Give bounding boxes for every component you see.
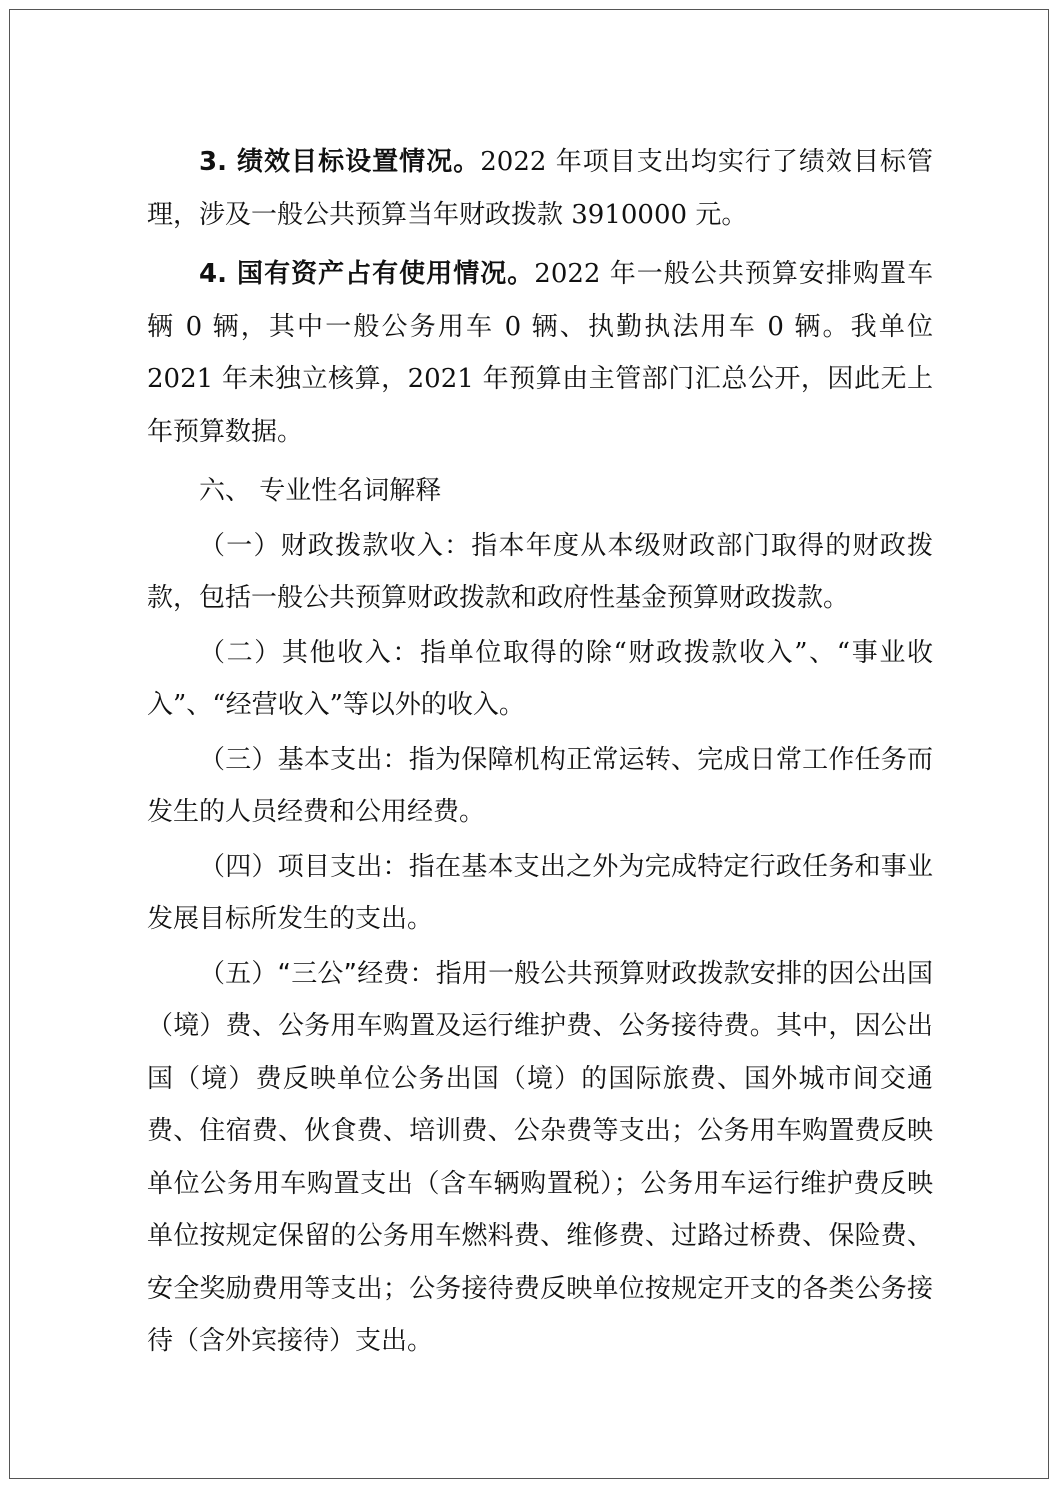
term-label: （一）财政拨款收入：	[199, 530, 472, 561]
paragraph-heading: 3. 绩效目标设置情况。	[199, 147, 481, 177]
term-basic-expenditure	[147, 734, 933, 839]
term-definition: 指用一般公共预算财政拨款安排的因公出国（境）费、公务用车购置及运行维护费、公务接待费。其中，因公出国（境）费反映单位公务出国（境）的国际旅费、国外城市间交通费、住宿费、伙食费、培训费、公杂费等支出；公务用车购置费反映单位公务用车购置支出（含车辆购置税）；公务用车运行维护费反映单位按规定保留的公务用车燃料费、维修费、过路过桥费、保险费、安全奖励费用等支出；公务接待费反映单位按规定开支的各类公务接待（含外宾接待）支出。	[147, 958, 933, 1356]
term-three-public-expenses	[147, 948, 933, 1368]
document-page	[9, 9, 1049, 1479]
document-body	[147, 136, 933, 1368]
term-fiscal-appropriation-income	[147, 520, 933, 625]
term-label: （五）“三公”经费：	[199, 958, 436, 989]
term-definition: 指为保障机构正常运转、完成日常工作任务而发生的人员经费和公用经费。	[147, 744, 933, 827]
term-project-expenditure	[147, 841, 933, 946]
term-definition: 指本年度从本级财政部门取得的财政拨款，包括一般公共预算财政拨款和政府性基金预算财政拨款。	[147, 530, 933, 613]
term-other-income	[147, 627, 933, 732]
paragraph-state-assets	[147, 248, 933, 458]
section-title: 六、 专业性名词解释	[199, 476, 442, 506]
term-label: （四）项目支出：	[199, 851, 409, 882]
term-label: （三）基本支出：	[199, 744, 409, 775]
term-label: （二）其他收入：	[199, 637, 421, 668]
paragraph-performance-goals	[147, 136, 933, 241]
term-definition: 指单位取得的除“财政拨款收入”、“事业收入”、“经营收入”等以外的收入。	[147, 637, 933, 720]
term-definition: 指在基本支出之外为完成特定行政任务和事业发展目标所发生的支出。	[147, 851, 933, 934]
paragraph-heading: 4. 国有资产占有使用情况。	[199, 259, 535, 289]
paragraph-text: 2022 年项目支出均实行了绩效目标管理，涉及一般公共预算当年财政拨款 3910000 元。	[147, 147, 933, 230]
paragraph-text: 2022 年一般公共预算安排购置车辆 0 辆，其中一般公务用车 0 辆、执勤执法用车 0 辆。我单位 2021 年未独立核算，2021 年预算由主管部门汇总公开，因此无上年预算数据。	[147, 259, 933, 447]
